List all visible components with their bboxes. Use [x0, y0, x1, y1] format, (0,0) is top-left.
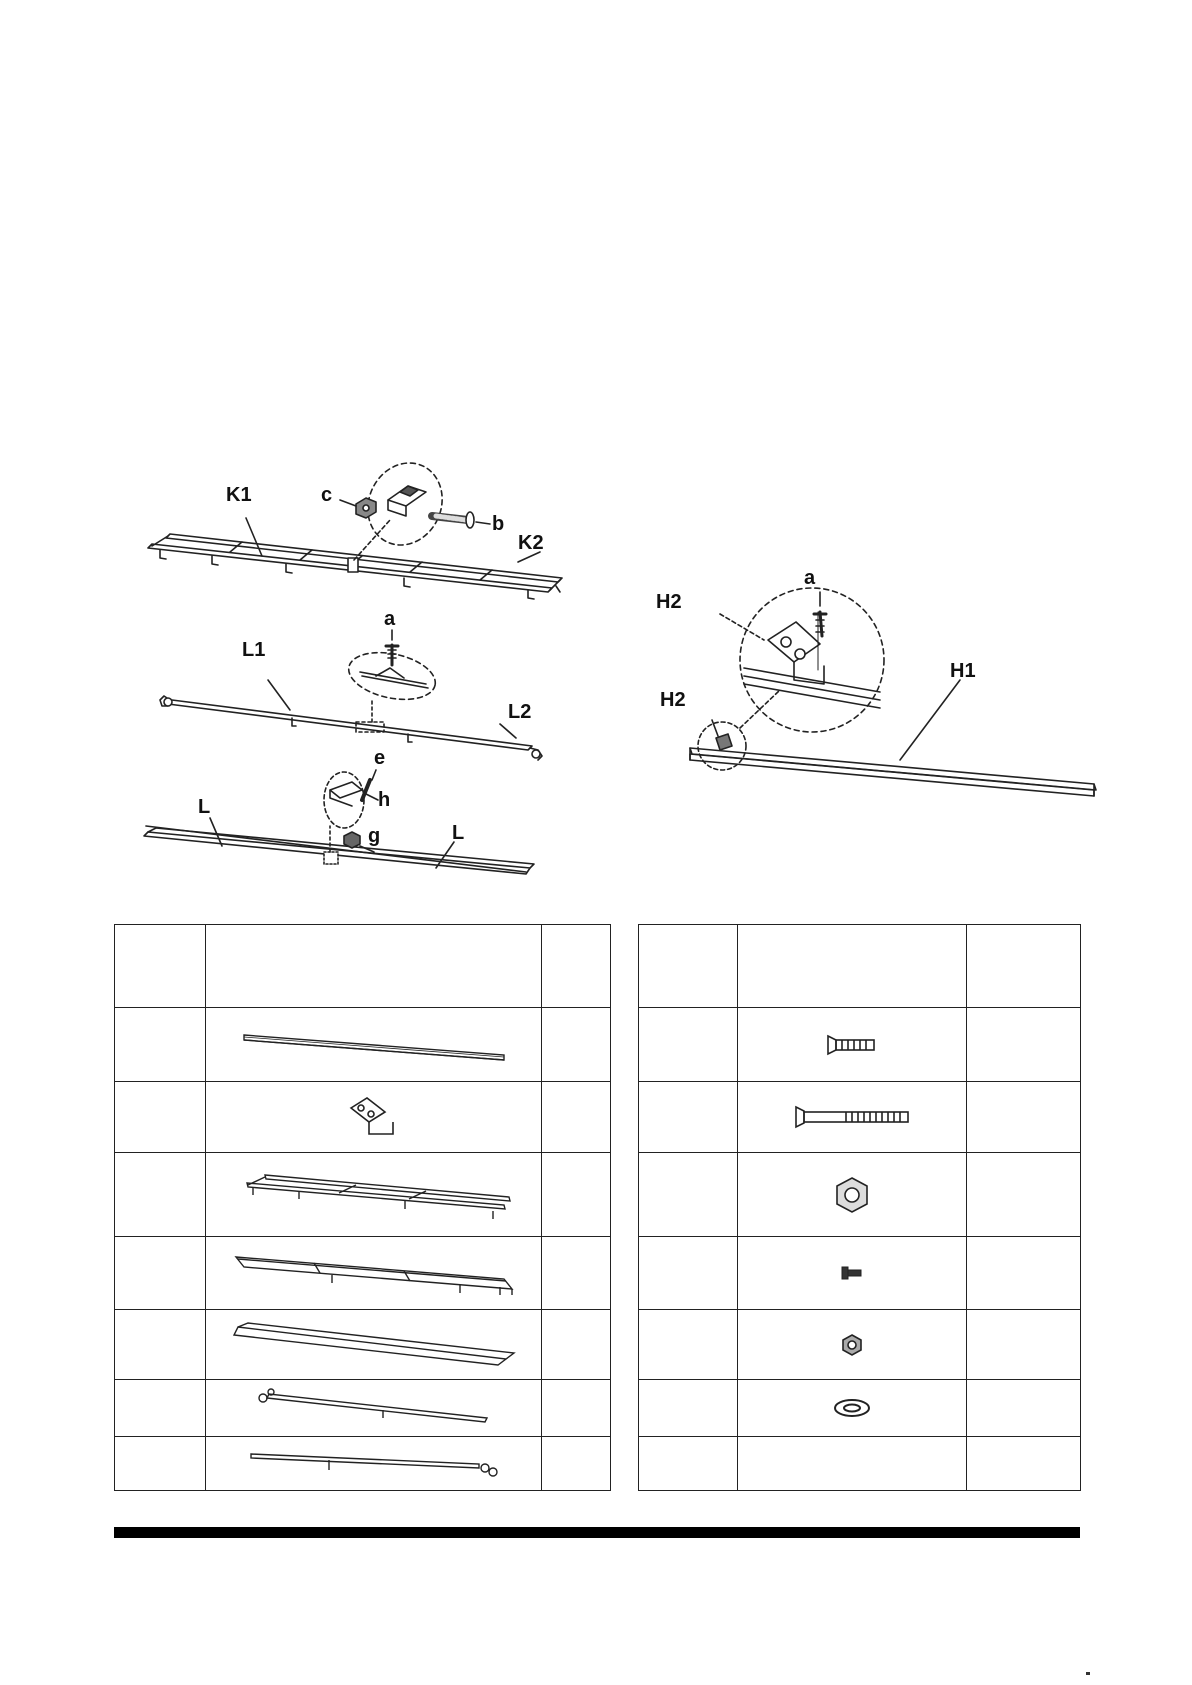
header-cell-image — [206, 925, 542, 1008]
label-l-left: L — [198, 796, 211, 818]
parts-table-left — [114, 924, 611, 1491]
part-id-cell — [639, 1008, 738, 1082]
table-row — [639, 1380, 1081, 1437]
part-image-cell — [738, 1437, 967, 1491]
table-row — [115, 1310, 611, 1380]
label-h2-top: H2 — [656, 591, 682, 613]
part-id-cell — [115, 1310, 206, 1380]
part-image-cell — [206, 1008, 542, 1082]
table-row — [115, 1437, 611, 1491]
part-qty-cell — [967, 1437, 1081, 1491]
part-image-cell — [738, 1310, 967, 1380]
h-rail-drawing — [690, 690, 1096, 796]
part-qty-cell — [542, 1153, 611, 1237]
label-a-left: a — [384, 608, 396, 630]
header-cell-qty — [542, 925, 611, 1008]
table-row — [115, 1008, 611, 1082]
label-h: h — [378, 789, 391, 811]
table-row — [115, 1153, 611, 1237]
part-id-cell — [639, 1380, 738, 1437]
label-c: c — [321, 484, 333, 506]
h-bracket-zoom — [740, 588, 884, 732]
part-id-cell — [115, 1237, 206, 1310]
l-joint-zoom-ellipse — [324, 772, 364, 828]
screw-a-right-drawing — [814, 592, 826, 636]
screw-a-left-drawing — [386, 630, 398, 665]
part-image-cell — [206, 1437, 542, 1491]
part-qty-cell — [542, 1437, 611, 1491]
part-qty-cell — [542, 1008, 611, 1082]
table-row — [115, 1380, 611, 1437]
header-cell-part — [115, 925, 206, 1008]
label-k1: K1 — [226, 484, 252, 506]
l-bar-drawing — [160, 696, 542, 760]
nut-c-drawing — [340, 498, 376, 518]
washer-icon — [832, 1397, 872, 1419]
short-screw-icon — [822, 1032, 882, 1058]
part-qty-cell — [967, 1082, 1081, 1153]
hooked-bar-icon — [249, 1386, 499, 1430]
part-qty-cell — [967, 1310, 1081, 1380]
label-g: g — [368, 825, 381, 847]
part-qty-cell — [967, 1008, 1081, 1082]
label-k2: K2 — [518, 532, 544, 554]
label-e: e — [374, 747, 386, 769]
label-a-right: a — [804, 567, 816, 589]
header-cell-image — [738, 925, 967, 1008]
part-image-cell — [738, 1008, 967, 1082]
part-qty-cell — [542, 1082, 611, 1153]
part-id-cell — [639, 1437, 738, 1491]
label-l2: L2 — [508, 701, 532, 723]
part-id-cell — [639, 1310, 738, 1380]
table-row — [639, 1437, 1081, 1491]
hooked-bar-reversed-icon — [239, 1442, 509, 1486]
table-row — [639, 1008, 1081, 1082]
bolt-b-drawing — [432, 512, 490, 528]
part-id-cell — [115, 1380, 206, 1437]
tray-frame-icon — [224, 1245, 524, 1301]
part-image-cell — [206, 1380, 542, 1437]
long-rail-icon — [224, 1025, 524, 1065]
part-qty-cell — [542, 1237, 611, 1310]
part-id-cell — [115, 1437, 206, 1491]
part-qty-cell — [967, 1380, 1081, 1437]
long-bolt-icon — [792, 1103, 912, 1131]
part-image-cell — [206, 1153, 542, 1237]
part-qty-cell — [542, 1310, 611, 1380]
part-image-cell — [738, 1153, 967, 1237]
part-image-cell — [738, 1380, 967, 1437]
part-image-cell — [206, 1310, 542, 1380]
header-cell-qty — [967, 925, 1081, 1008]
header-cell-part — [639, 925, 738, 1008]
label-b: b — [492, 513, 505, 535]
table-header-row — [115, 925, 611, 1008]
part-qty-cell — [967, 1153, 1081, 1237]
part-image-cell — [738, 1082, 967, 1153]
angle-channel-icon — [224, 1317, 524, 1373]
table-row — [639, 1082, 1081, 1153]
label-h2-bottom: H2 — [660, 689, 686, 711]
small-screw-icon — [840, 1265, 864, 1281]
part-id-cell — [639, 1082, 738, 1153]
small-nut-icon — [840, 1333, 864, 1357]
bracket-icon — [339, 1092, 409, 1142]
label-l1: L1 — [242, 639, 266, 661]
table-row — [639, 1153, 1081, 1237]
table-row — [115, 1082, 611, 1153]
footer-mark — [1086, 1672, 1090, 1675]
part-image-cell — [738, 1237, 967, 1310]
table-row — [639, 1310, 1081, 1380]
bottom-rule-divider — [114, 1527, 1080, 1538]
part-id-cell — [639, 1153, 738, 1237]
label-l-right: L — [452, 822, 465, 844]
label-h1: H1 — [950, 660, 976, 682]
table-row — [115, 1237, 611, 1310]
ladder-frame-icon — [229, 1165, 519, 1225]
parts-table-right — [638, 924, 1081, 1491]
part-image-cell — [206, 1082, 542, 1153]
table-header-row — [639, 925, 1081, 1008]
part-id-cell — [115, 1153, 206, 1237]
hex-nut-icon — [832, 1175, 872, 1215]
part-qty-cell — [542, 1380, 611, 1437]
table-row — [639, 1237, 1081, 1310]
part-qty-cell — [967, 1237, 1081, 1310]
part-id-cell — [115, 1008, 206, 1082]
part-id-cell — [639, 1237, 738, 1310]
l-channel-drawing — [144, 826, 534, 874]
part-id-cell — [115, 1082, 206, 1153]
part-image-cell — [206, 1237, 542, 1310]
